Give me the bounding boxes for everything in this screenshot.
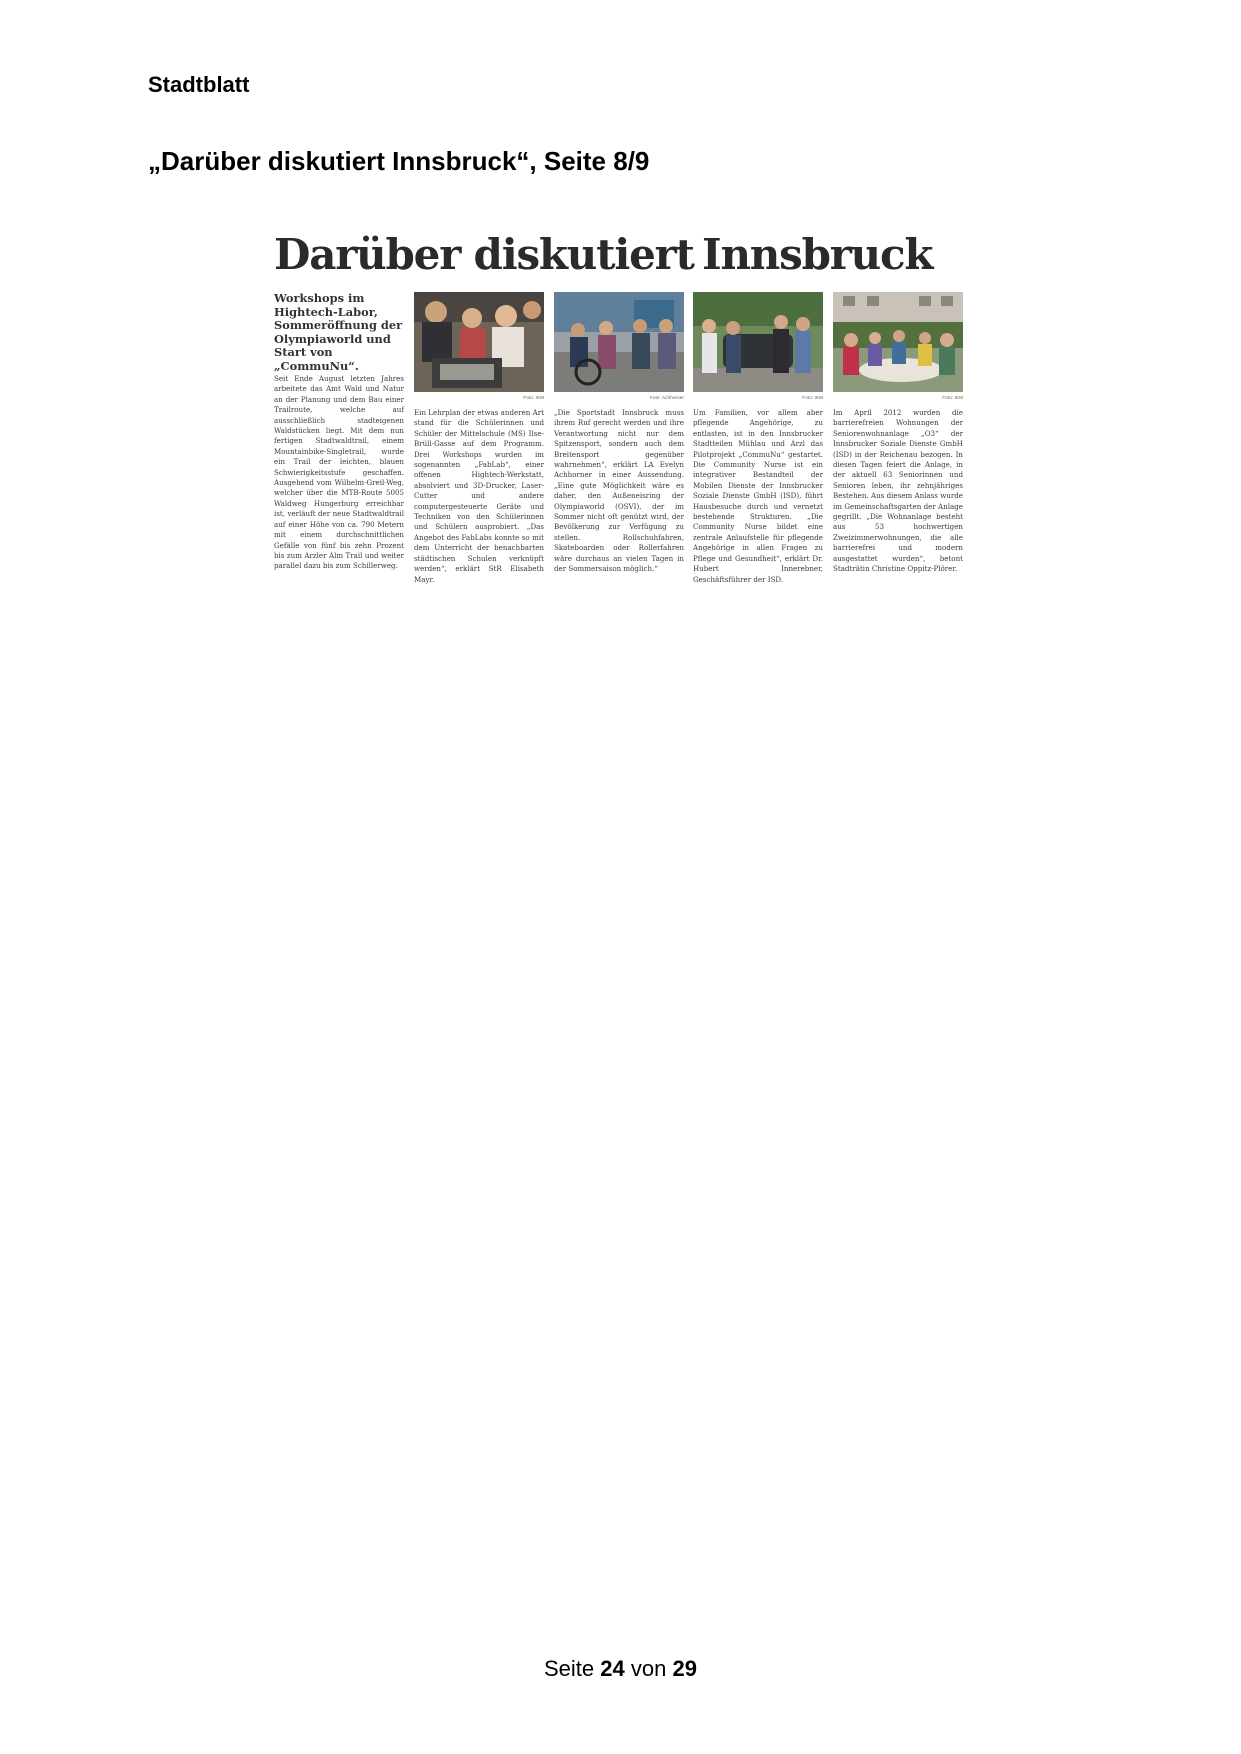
lead-text: Workshops im Hightech-Labor, Sommeröffnung der Olympiaworld und Start von „CommuNu“. [274,291,403,373]
headline-part-1: Darüber diskutiert [274,230,694,279]
article-olympiaworld: „Die Sportstadt Innsbruck muss ihrem Ruf gerecht werden und ihre Verantwortung nicht nur dem Spitzensport, sondern auch dem Breitensport gegenüber wahrnehmen“, erklärt LA Evelyn Achhorner in einer Aussendung. „Eine gute Möglichkeit wäre es daher, den Außeneisring der Olympiaworld (OSVI), der im Sommer nicht oft genützt wird, der Bevölkerung zur Verfügung zu stellen. Rollschuhfahren, Skateboarden oder Rollerfahren wäre durchaus an vielen Tagen in der Sommersaison möglich.“ [554,408,684,574]
photo-communu [693,292,823,392]
photo-fablab-image [414,292,544,392]
article-fablab: Ein Lehrplan der etwas anderen Art stand für die Schülerinnen und Schüler der Mittelschule (MS) Ilse-Brüll-Gasse auf dem Programm. Drei Workshops wurden im sogenannten „FabLab“, einer offenen Hightech-Werkstatt, absolviert und 3D-Drucker, Laser-Cutter und andere computergesteuerte Geräte und Techniken von den Schülerinnen und Schülern ausprobiert. „Das Angebot des FabLabs konnte so mit dem Unterricht der benachbarten städtischen Schulen verknüpft werden“, erklärt StR Elisabeth Mayr. [414,408,544,584]
page-number-total: 29 [672,1656,697,1681]
photo-credit-4: Foto: IKM [942,396,963,401]
clipping-headline [274,230,964,290]
photo-credit-2: Foto: Achhorner [649,396,684,401]
headline-part-2: Innsbruck [702,230,933,279]
page-number [0,1656,1241,1682]
photo-credit-1: Foto: IKM [523,396,544,401]
article-communu: Um Familien, vor allem aber pflegende Angehörige, zu entlasten, ist in den Innsbrucker Stadtteilen Mühlau und Arzl das Pilotprojekt „CommuNu“ gestartet. Die Community Nurse ist ein integrativer Bestandteil der Mobilen Dienste der Innsbrucker Soziale Dienste GmbH (ISD), führt Hausbesuche durch und vernetzt bestehende Strukturen. „Die Community Nurse bildet eine zentrale Anlaufstelle für pflegende Angehörige in allen Fragen zu Pflege und Gesundheit“, erklärt Dr. Hubert Innerebner, Geschäftsführer der ISD. [693,408,823,584]
photo-olympiaworld [554,292,684,392]
photo-credit-3: Foto: IKM [802,396,823,401]
page-number-prefix: Seite [544,1656,595,1681]
article-stadtwaldtrail: Seit Ende August letzten Jahres arbeitete das Amt Wald und Natur an der Planung und dem Bau einer Trailroute, welche auf ausschließlich stadteigenen Waldstücken liegt. Mit dem nun fertigen Stadtwaldtrail, einem Mountainbike-Singletrail, wurde ein Trail der leichten, blauen Schwierigkeitsstufe geschaffen. Ausgehend vom Wilhelm-Greil-Weg, welcher über die MTB-Route 5005 Waldweg Hungerburg erreichbar ist, verläuft der neue Stadtwaldtrail auf einer Höhe von ca. 790 Metern mit einem durchschnittlichen Gefälle von fünf bis zehn Prozent bis zum Arzler Alm Trail und weiter parallel dazu bis zum Schillerweg. [274,374,404,571]
article-seniorenwohnanlage: Im April 2012 wurden die barrierefreien Wohnungen der Seniorenwohnanlage „O3“ der Innsbrucker Soziale Dienste GmbH (ISD) in der Reichenau bezogen. In diesen Tagen feiert die Anlage, in der aktuell 63 Seniorinnen und Senioren leben, ihr zehnjähriges Bestehen. Aus diesem Anlass wurde im Gemeinschaftsgarten der Anlage gegrillt. „Die Wohnanlage besteht aus 53 hochwertigen Zweizimmerwohnungen, die alle barrierefrei und modern ausgestattet wurden“, betont Stadträtin Christine Oppitz-Plörer. [833,408,963,574]
newspaper-clipping [274,222,964,582]
page-number-current: 24 [600,1656,625,1681]
page-number-separator: von [630,1656,667,1681]
document-title: „Darüber diskutiert Innsbruck“, Seite 8/9 [148,146,650,176]
publication-name: Stadtblatt [148,72,250,97]
photo-olympiaworld-image [554,292,684,392]
photo-communu-image [693,292,823,392]
photo-seniorenwohnanlage-image [833,292,963,392]
photo-seniorenwohnanlage [833,292,963,392]
photo-fablab-workshop [414,292,544,392]
